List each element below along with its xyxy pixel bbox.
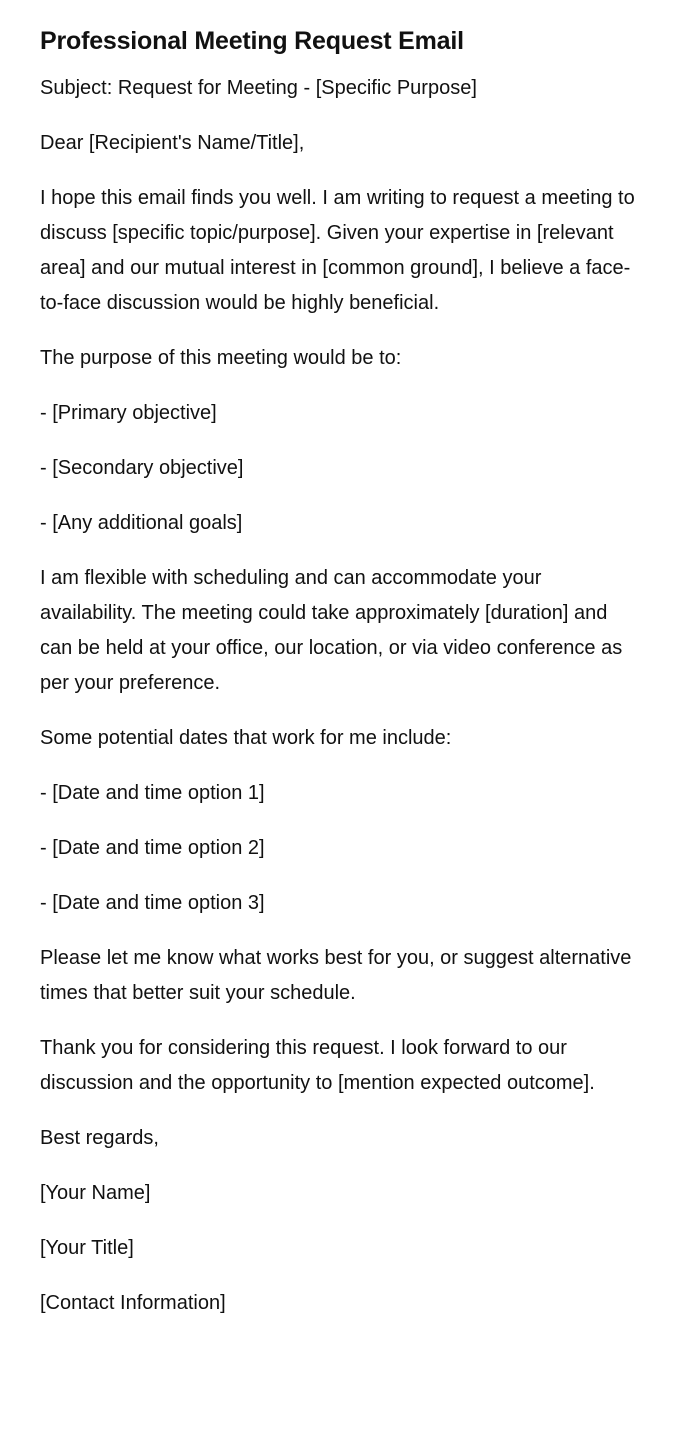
objective-item-primary: - [Primary objective] xyxy=(40,402,217,424)
email-subject-line: Subject: Request for Meeting - [Specific Purpose] xyxy=(40,77,477,99)
scheduling-paragraph: I am flexible with scheduling and can accommodate your availability. The meeting could take approximately [duration] and can be held at your office, our location, or via video conference as per your preference. xyxy=(40,567,623,694)
email-greeting: Dear [Recipient's Name/Title], xyxy=(40,132,305,154)
objective-item-secondary: - [Secondary objective] xyxy=(40,457,244,479)
request-paragraph: Please let me know what works best for you, or suggest alternative times that better suit your schedule. xyxy=(40,947,632,1004)
email-intro-paragraph: I hope this email finds you well. I am writing to request a meeting to discuss [specific topic/purpose]. Given your expertise in [relevant area] and our mutual interest in [common ground], I believe a face-to-face discussion would be highly beneficial. xyxy=(40,187,635,314)
date-option-3: - [Date and time option 3] xyxy=(40,892,265,914)
date-option-2: - [Date and time option 2] xyxy=(40,837,265,859)
dates-lead-text: Some potential dates that work for me include: xyxy=(40,727,452,749)
document-title: Professional Meeting Request Email xyxy=(40,27,464,55)
signature-contact: [Contact Information] xyxy=(40,1292,226,1314)
date-option-1: - [Date and time option 1] xyxy=(40,782,265,804)
thanks-paragraph: Thank you for considering this request. I look forward to our discussion and the opportunity to [mention expected outcome]. xyxy=(40,1037,595,1094)
signature-name: [Your Name] xyxy=(40,1182,151,1204)
purpose-lead-text: The purpose of this meeting would be to: xyxy=(40,347,402,369)
objective-item-additional: - [Any additional goals] xyxy=(40,512,243,534)
signature-title: [Your Title] xyxy=(40,1237,134,1259)
email-closing: Best regards, xyxy=(40,1127,159,1149)
